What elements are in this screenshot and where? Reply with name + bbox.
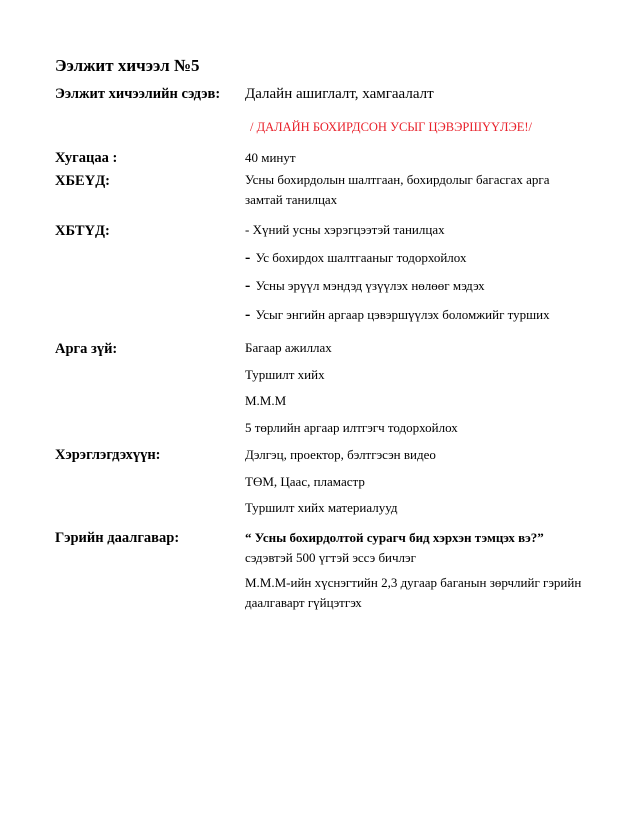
hbtud-item-text: Хүний усны хэрэгцээтэй танилцах [249,222,445,237]
homework-essay [245,528,585,568]
duration-value: 40 минут [245,150,296,165]
hbtud-item [245,220,585,240]
hbeud-label: ХБЕҮД: [55,173,111,189]
hbtud-item [245,305,585,325]
homework-second: М.М.М-ийн хүснэгтийн 2,3 дугаар баганын зөрчлийг гэрийн даалгаварт гүйцэтгэх [245,575,582,610]
materials-label: Хэрэглэгдэхүүн: [55,447,161,463]
hbtud-item [245,276,585,296]
hbeud-value: Усны бохирдолын шалтгаан, бохирдолыг багасгах арга замтай танилцах [245,172,550,207]
method-item: 5 төрлийн аргаар илтгэгч тодорхойлох [245,420,458,435]
page-title: Ээлжит хичээл №5 [55,56,200,75]
method-label: Арга зүй: [55,341,118,357]
hbtud-item [245,248,585,268]
method-item: М.М.М [245,393,287,408]
materials-item: Туршилт хийх материалууд [245,500,398,515]
homework-essay-rest: сэдэвтэй 500 үгтэй эссэ бичлэг [245,550,416,565]
topic-value: Далайн ашиглалт, хамгаалалт [245,86,434,102]
hbtud-item-text: Усны эрүүл мэндэд үзүүлэх нөлөөг мэдэх [252,278,485,293]
hbtud-item-dash: - [245,222,250,237]
hbtud-item-text: Ус бохирдох шалтгааныг тодорхойлох [252,250,467,265]
hbtud-item-dash: - [245,306,251,323]
hbtud-label: ХБТҮД: [55,223,110,239]
topic-label: Ээлжит хичээлийн сэдэв: [55,86,221,102]
homework-essay-question: “ Усны бохирдолтой сурагч бид хэрхэн тэмцэх вэ?” [245,530,544,545]
hbtud-item-text: Усыг энгийн аргаар цэвэршүүлэх боломжийг турших [252,307,550,322]
topic-slogan: / ДАЛАЙН БОХИРДСОН УСЫГ ЦЭВЭРШҮҮЛЭЕ!/ [250,120,533,134]
hbtud-item-dash: - [245,249,251,266]
method-item: Туршилт хийх [245,367,325,382]
materials-item: ТӨМ, Цаас, пламастр [245,474,365,489]
method-item: Багаар ажиллах [245,340,332,355]
materials-item: Дэлгэц, проектор, бэлтгэсэн видео [245,447,436,462]
hbtud-item-dash: - [245,277,251,294]
homework-label: Гэрийн даалгавар: [55,530,180,546]
duration-label: Хугацаа : [55,150,118,166]
